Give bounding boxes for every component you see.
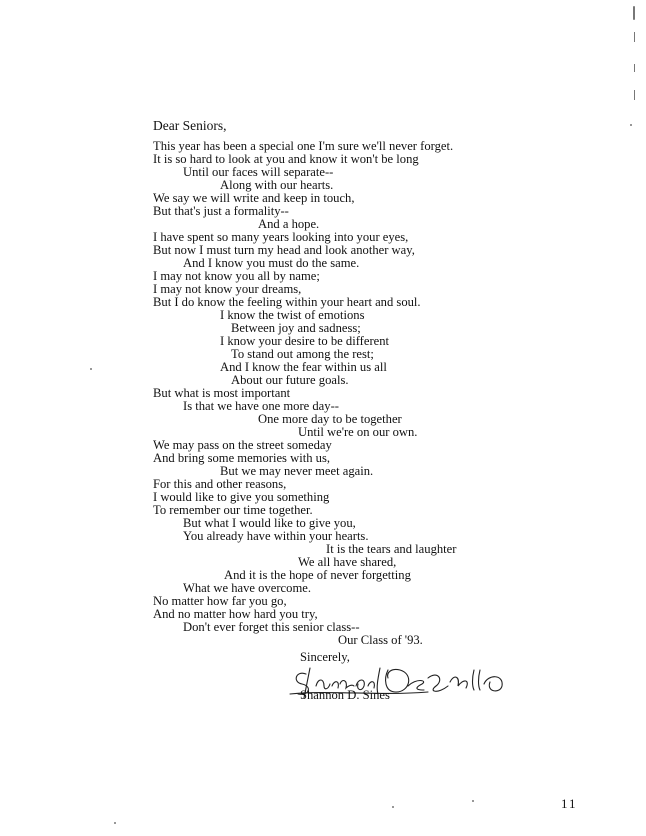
poem-line: But that's just a formality-- xyxy=(153,204,289,218)
poem-line: For this and other reasons, xyxy=(153,477,287,491)
scan-artifact xyxy=(634,32,635,42)
poem-line: We all have shared, xyxy=(298,555,397,569)
poem-line: And I know the fear within us all xyxy=(220,360,387,374)
scan-artifact xyxy=(392,806,394,808)
poem-line: I know the twist of emotions xyxy=(220,308,365,322)
salutation: Dear Seniors, xyxy=(153,118,227,133)
poem-line: Between joy and sadness; xyxy=(231,321,361,335)
page-number: 11 xyxy=(561,796,578,811)
poem-line: It is the tears and laughter xyxy=(326,542,457,556)
poem-line: And no matter how hard you try, xyxy=(153,607,318,621)
poem-line: I may not know your dreams, xyxy=(153,282,302,296)
poem-line: But we may never meet again. xyxy=(220,464,374,478)
poem-line: About our future goals. xyxy=(231,373,349,387)
poem-line: No matter how far you go, xyxy=(153,594,287,608)
poem-line: We may pass on the street someday xyxy=(153,438,332,452)
scan-artifact xyxy=(630,124,632,126)
poem-line: It is so hard to look at you and know it won't be long xyxy=(153,152,419,166)
signature-name: Shannon D. Sines xyxy=(300,688,390,702)
poem-line: I may not know you all by name; xyxy=(153,269,320,283)
poem-line: And I know you must do the same. xyxy=(183,256,360,270)
poem-line: To remember our time together. xyxy=(153,503,313,517)
poem-line: Is that we have one more day-- xyxy=(183,399,339,413)
poem-line: And a hope. xyxy=(258,217,320,231)
poem-line: One more day to be together xyxy=(258,412,402,426)
poem-line: And bring some memories with us, xyxy=(153,451,330,465)
poem-line: I have spent so many years looking into your eyes, xyxy=(153,230,409,244)
poem-line: But what is most important xyxy=(153,386,291,400)
scan-artifact xyxy=(634,64,635,72)
poem-line: Until we're on our own. xyxy=(298,425,418,439)
scan-artifact xyxy=(114,822,116,824)
scan-artifact xyxy=(90,368,92,370)
poem-line: I would like to give you something xyxy=(153,490,330,504)
poem-line: To stand out among the rest; xyxy=(231,347,374,361)
poem-line: But I do know the feeling within your heart and soul. xyxy=(153,295,421,309)
poem-line: Until our faces will separate-- xyxy=(183,165,334,179)
poem-line: But what I would like to give you, xyxy=(183,516,356,530)
poem-line: We say we will write and keep in touch, xyxy=(153,191,355,205)
poem-line: This year has been a special one I'm sure we'll never forget. xyxy=(153,139,454,153)
scan-artifact xyxy=(634,90,635,100)
poem-line: And it is the hope of never forgetting xyxy=(224,568,411,582)
poem-line: But now I must turn my head and look another way, xyxy=(153,243,415,257)
closing: Sincerely, xyxy=(300,650,350,664)
scan-artifact xyxy=(633,6,635,20)
poem-line: You already have within your hearts. xyxy=(183,529,369,543)
poem-line: Don't ever forget this senior class-- xyxy=(183,620,360,634)
poem-line: Our Class of '93. xyxy=(338,633,423,647)
poem-line: I know your desire to be different xyxy=(220,334,390,348)
poem-line: What we have overcome. xyxy=(183,581,311,595)
poem-line: Along with our hearts. xyxy=(220,178,334,192)
scan-artifact xyxy=(472,800,474,802)
